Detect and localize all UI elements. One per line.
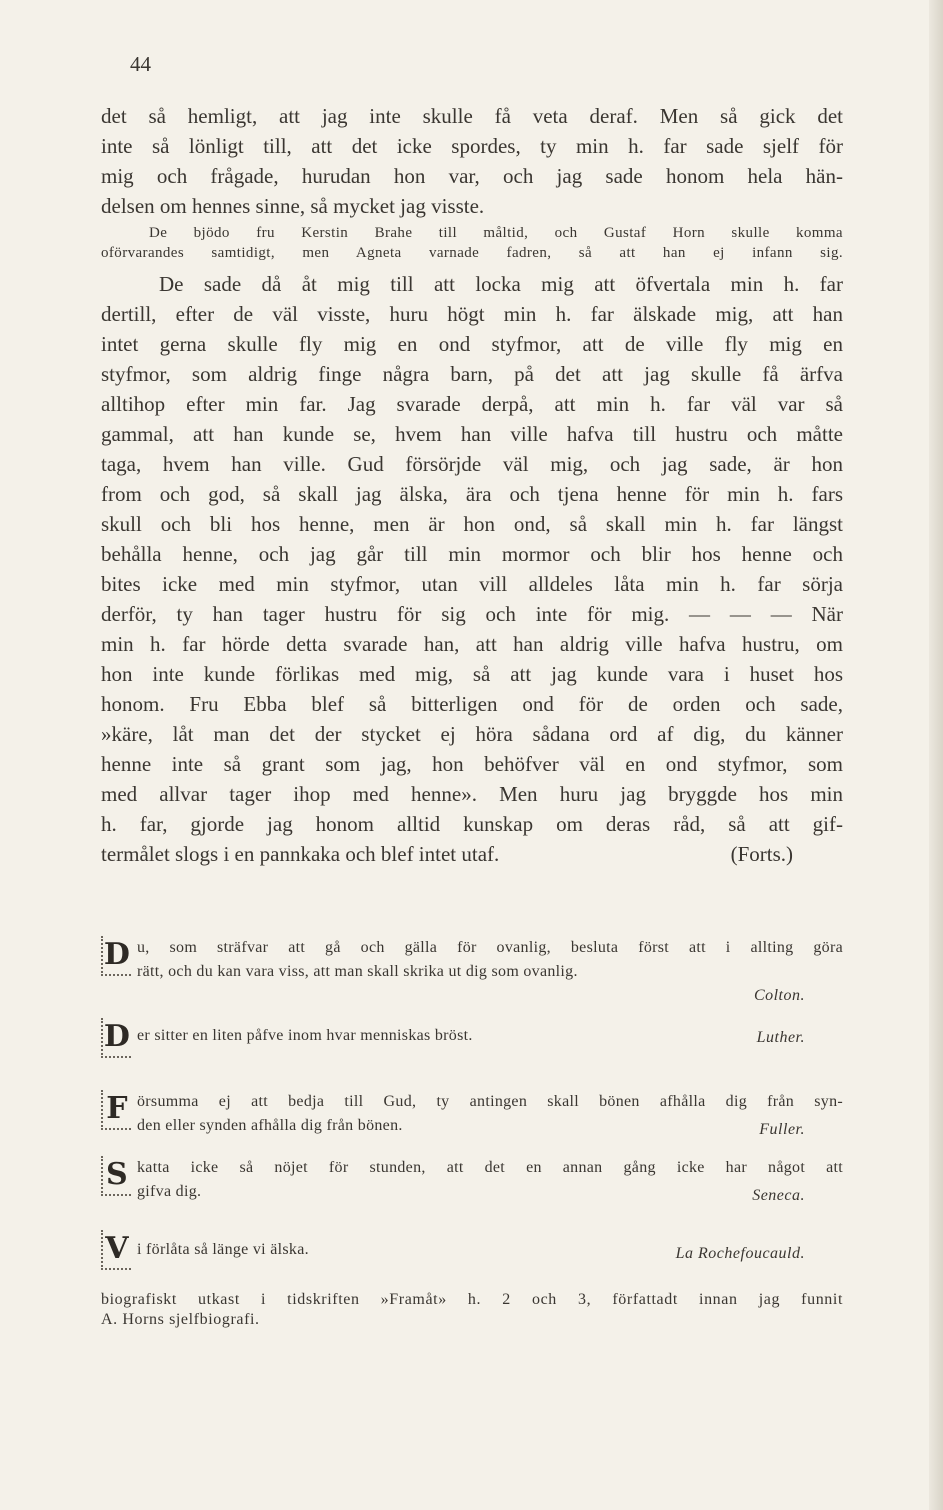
decorated-initial: D [101, 936, 131, 976]
text-line: dertill, efter de väl visste, huru högt min h. far älskade mig, att han [101, 302, 843, 326]
text-line: from och god, så skall jag älska, ära och tjena henne för min h. fars [101, 482, 843, 506]
decorated-initial: D [101, 1018, 131, 1058]
main-text [101, 101, 843, 869]
text-line: behålla henne, och jag går till min mormor och blir hos henne och [101, 542, 843, 566]
quote-line: u, som sträfvar att gå och gälla för ovanlig, besluta först att i allting göra [137, 939, 843, 956]
quote-line: i förlåta så länge vi älska. [137, 1241, 309, 1258]
quote-line: den eller synden afhålla dig från bönen. [137, 1117, 403, 1134]
quote-author: La Rochefoucauld. [675, 1245, 805, 1262]
text-line: styfmor, som aldrig finge några barn, på det att jag skulle få ärfva [101, 362, 843, 386]
footer-note [101, 1290, 843, 1330]
footer-line: A. Horns sjelfbiografi. [101, 1311, 260, 1328]
footnote-line: De bjödo fru Kerstin Brahe till måltid, och Gustaf Horn skulle komma [149, 225, 843, 241]
decorated-initial: V [101, 1230, 131, 1270]
text-line: det så hemligt, att jag inte skulle få veta deraf. Men så gick det [101, 104, 843, 128]
quote-line: gifva dig. [137, 1183, 202, 1200]
page-edge [929, 0, 943, 1510]
text-line: h. far, gjorde jag honom alltid kunskap om deras råd, så att gif- [101, 812, 843, 836]
closing-line [101, 839, 843, 869]
quote-author: Seneca. [752, 1187, 805, 1204]
text-line: gammal, att han kunde se, hvem han ville hafva till hustru och måtte [101, 422, 843, 446]
text-line: intet gerna skulle fly mig en ond styfmor, att de ville fly mig en [101, 332, 843, 356]
page-number: 44 [130, 52, 151, 76]
quote-seneca [101, 1156, 843, 1212]
text-line: taga, hvem han ville. Gud försörjde väl mig, och jag sade, är hon [101, 452, 843, 476]
text-line: alltihop efter min far. Jag svarade derpå, att min h. far väl var så [101, 392, 843, 416]
footnote-line: oförvarandes samtidigt, men Agneta varnade fadren, så att han ej infann sig. [101, 245, 843, 261]
quotes-section [101, 936, 843, 1278]
quote-author: Colton. [753, 987, 805, 1004]
quote-line: rätt, och du kan vara viss, att man skall skrika ut dig som ovanlig. [137, 963, 578, 980]
text-line: hon inte kunde förlikas med mig, så att jag kunde vara i huset hos [101, 662, 843, 686]
text-line: inte så lönligt till, att det icke spordes, ty min h. far sade sjelf för [101, 134, 843, 158]
closing-text: termålet slogs i en pannkaka och blef intet utaf. [101, 842, 500, 866]
quote-fuller [101, 1090, 843, 1146]
quote-line: örsumma ej att bedja till Gud, ty antingen skall bönen afhålla dig från syn- [137, 1093, 843, 1110]
text-line: min h. far hörde detta svarade han, att han aldrig ville hafva hustru, om [101, 632, 843, 656]
footer-line: biografiskt utkast i tidskriften »Framåt» h. 2 och 3, författadt innan jag funnit [101, 1291, 843, 1308]
text-line: honom. Fru Ebba blef så bitterligen ond för de orden och sade, [101, 692, 843, 716]
decorated-initial: F [101, 1090, 131, 1130]
text-line: henne inte så grant som jag, hon behöfver väl en ond styfmor, som [101, 752, 843, 776]
text-line: bites icke med min styfmor, utan vill alldeles låta min h. far sörja [101, 572, 843, 596]
quote-line: er sitter en liten påfve inom hvar menniskas bröst. [137, 1027, 473, 1044]
quote-author: Luther. [756, 1029, 805, 1046]
text-line: med allvar tager ihop med henne». Men huru jag bryggde hos min [101, 782, 843, 806]
text-line: skull och bli hos henne, men är hon ond, så skall min h. far längst [101, 512, 843, 536]
quote-line: katta icke så nöjet för stunden, att det en annan gång icke har något att [137, 1159, 843, 1176]
quote-colton [101, 936, 843, 1004]
text-line: »käre, låt man det der stycket ej höra sådana ord af dig, du känner [101, 722, 843, 746]
text-line: De sade då åt mig till att locka mig att öfvertala min h. far [159, 272, 843, 296]
text-line: delsen om hennes sinne, så mycket jag visste. [101, 194, 485, 218]
text-line: mig och frågade, hurudan hon var, och jag sade honom hela hän- [101, 164, 843, 188]
quote-rochefoucauld [101, 1230, 843, 1278]
quote-author: Fuller. [759, 1121, 805, 1138]
continued-mark: (Forts.) [730, 842, 793, 866]
text-line: derför, ty han tager hustru för sig och inte för mig. — — — När [101, 602, 843, 626]
quote-luther [101, 1018, 843, 1062]
decorated-initial: S [101, 1156, 131, 1196]
